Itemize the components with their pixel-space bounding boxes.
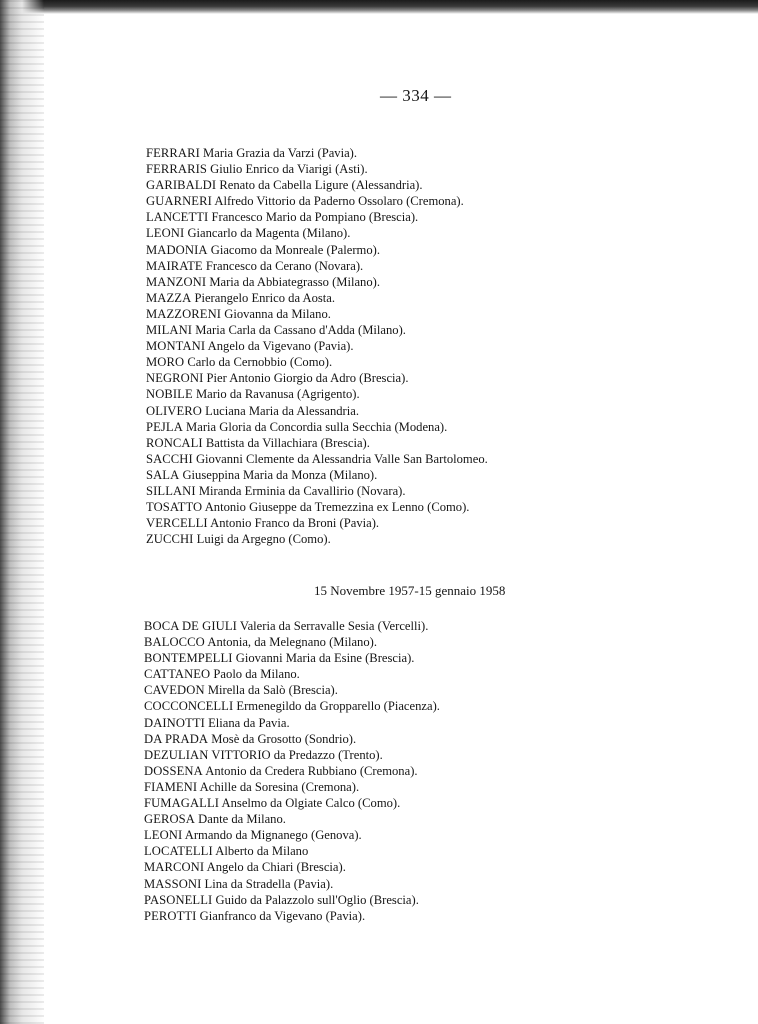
surname: SILLANI [146,483,196,498]
surname: FERRARIS [146,162,207,177]
surname: RONCALI [146,435,203,450]
list-item [144,811,440,827]
list-item [144,618,440,634]
surname: PEJLA [146,419,183,434]
surname: FERRARI [146,146,200,160]
name-details: Luigi da Argegno (Como). [196,532,331,547]
surname: CAVEDON [144,683,205,698]
list-item [146,193,488,209]
name-details: Achille da Soresina (Cremona). [199,779,360,794]
list-item [146,274,488,290]
name-details: Giuseppina Maria da Monza (Milano). [182,467,378,482]
name-details: Giulio Enrico da Viarigi (Asti). [210,162,368,177]
list-item [146,451,488,467]
name-details: Miranda Erminia da Cavallirio (Novara). [198,483,406,498]
list-item [146,161,488,177]
surname: TOSATTO [146,500,203,515]
list-item [146,531,488,547]
surname: MANZONI [146,274,207,289]
list-item [144,731,440,747]
name-details: Pier Antonio Giorgio da Adro (Brescia). [206,371,409,386]
name-details: Antonio Franco da Broni (Pavia). [210,516,380,531]
list-item [144,908,440,924]
list-item [144,747,440,763]
name-details: Angelo da Vigevano (Pavia). [207,339,354,354]
name-details: Antonio Giuseppe da Tremezzina ex Lenno (Como). [204,500,470,515]
surname: COCCONCELLI [144,699,234,714]
name-details: Giancarlo da Magenta (Milano). [187,226,351,241]
surname: MADONIA [146,242,208,257]
list-item [146,515,488,531]
list-item [146,258,488,274]
list-item [146,419,488,435]
list-item [146,354,488,370]
surname: NEGRONI [146,371,204,386]
list-item [144,827,440,843]
list-item [146,322,488,338]
scan-binding-edge [0,0,44,1024]
name-details: Armando da Mignanego (Genova). [184,828,362,843]
list-item [146,499,488,515]
name-details: Maria Carla da Cassano d'Adda (Milano). [195,323,406,338]
list-item [146,483,488,499]
surname: MAZZA [146,290,192,305]
name-details: Valeria da Serravalle Sesia (Vercelli). [239,619,429,633]
name-details: Ermenegildo da Gropparello (Piacenza). [236,699,440,714]
surname: MONTANI [146,339,206,354]
surname: FUMAGALLI [144,796,220,811]
name-details: Paolo da Milano. [213,667,300,682]
name-details: Luciana Maria da Alessandria. [205,403,359,418]
name-details: Angelo da Chiari (Brescia). [206,860,346,875]
section-heading: 15 Novembre 1957-15 gennaio 1958 [314,583,506,598]
name-details: Mario da Ravanusa (Agrigento). [195,387,360,402]
surname: DEZULIAN [144,747,209,762]
surname: SALA [146,467,180,482]
name-details: VITTORIO da Predazzo (Trento). [211,747,383,762]
surname: LEONI [146,226,185,241]
surname: OLIVERO [146,403,202,418]
surname: BONTEMPELLI [144,651,233,666]
list-item [144,763,440,779]
name-details: Battista da Villachiara (Brescia). [205,435,370,450]
list-item [144,779,440,795]
surname: LOCATELLI [144,844,213,859]
name-details: Giovanna da Milano. [224,306,331,321]
surname: DOSSENA [144,763,203,778]
surname: MORO [146,355,185,370]
name-details: Mosè da Grosotto (Sondrio). [211,731,357,746]
name-list-first [146,145,488,547]
surname: MAIRATE [146,258,203,273]
name-details: Gianfranco da Vigevano (Pavia). [199,908,366,923]
surname: PEROTTI [144,908,197,923]
name-details: Giovanni Clemente da Alessandria Valle San Bartolomeo. [195,451,488,466]
name-details: Maria Gloria da Concordia sulla Secchia (Modena). [186,419,448,434]
surname: GUARNERI [146,194,212,209]
list-item [144,843,440,859]
name-details: Carlo da Cernobbio (Como). [187,355,333,370]
surname: GEROSA [144,812,195,827]
surname: SACCHI [146,451,193,466]
list-item [146,467,488,483]
list-item [144,876,440,892]
name-details: Alberto da Milano [215,844,309,859]
surname: BOCA DE GIULI [144,619,237,633]
name-details: Francesco da Cerano (Novara). [205,258,364,273]
list-item [146,403,488,419]
name-details: Eliana da Pavia. [208,715,290,730]
page-number: — 334 — [380,86,452,105]
surname: FIAMENI [144,779,198,794]
list-item [146,370,488,386]
surname: MAZZORENI [146,306,222,321]
list-item [146,209,488,225]
surname: MARCONI [144,860,205,875]
name-details: Alfredo Vittorio da Paderno Ossolaro (Cremona). [214,194,464,209]
name-details: Maria da Abbiategrasso (Milano). [209,274,380,289]
list-item [144,698,440,714]
name-details: Antonia, da Melegnano (Milano). [207,635,377,650]
list-item [144,682,440,698]
surname: LEONI [144,828,183,843]
list-item [144,859,440,875]
name-details: Antonio da Credera Rubbiano (Cremona). [205,763,418,778]
list-item [146,338,488,354]
surname: DA PRADA [144,731,209,746]
surname: CATTANEO [144,667,211,682]
surname: DAINOTTI [144,715,205,730]
surname: MASSONI [144,876,202,891]
list-item [146,145,488,161]
name-list-second [144,618,440,924]
name-details: Anselmo da Olgiate Calco (Como). [221,796,401,811]
list-item [144,666,440,682]
name-details: Giovanni Maria da Esine (Brescia). [235,651,415,666]
name-details: Renato da Cabella Ligure (Alessandria). [219,178,423,193]
name-details: Lina da Stradella (Pavia). [204,876,334,891]
list-item [144,650,440,666]
name-details: Mirella da Salò (Brescia). [207,683,338,698]
surname: NOBILE [146,387,193,402]
list-item [144,795,440,811]
surname: ZUCCHI [146,532,194,547]
list-item [144,715,440,731]
surname: LANCETTI [146,210,209,225]
list-item [146,290,488,306]
list-item [144,892,440,908]
list-item [144,634,440,650]
surname: VERCELLI [146,516,208,531]
list-item [146,435,488,451]
surname: GARIBALDI [146,178,217,193]
name-details: Giacomo da Monreale (Palermo). [210,242,380,257]
list-item [146,177,488,193]
name-details: Maria Grazia da Varzi (Pavia). [203,146,358,160]
name-details: Pierangelo Enrico da Aosta. [194,290,336,305]
surname: PASONELLI [144,892,213,907]
surname: BALOCCO [144,635,205,650]
list-item [146,225,488,241]
name-details: Francesco Mario da Pompiano (Brescia). [211,210,419,225]
list-item [146,386,488,402]
list-item [146,242,488,258]
surname: MILANI [146,323,193,338]
name-details: Dante da Milano. [198,812,286,827]
name-details: Guido da Palazzolo sull'Oglio (Brescia). [215,892,419,907]
list-item [146,306,488,322]
scan-top-edge [0,0,758,14]
